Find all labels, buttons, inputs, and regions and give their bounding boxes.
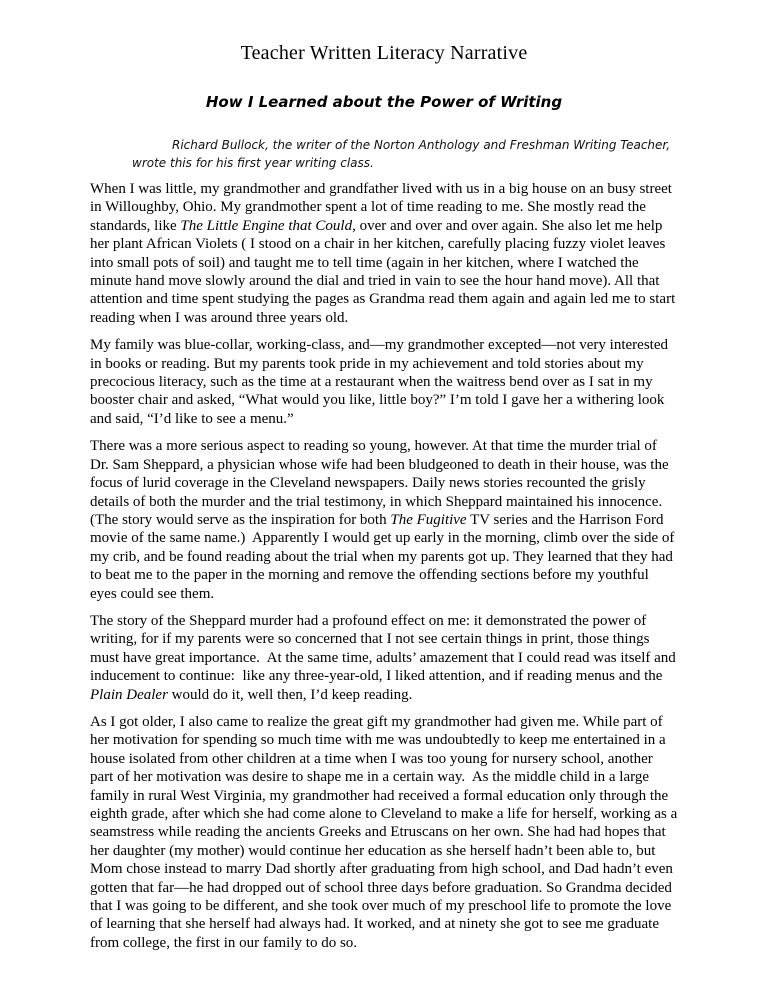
- text-run: , over and over and over again. She also let me help her plant African Violets ( I stood on a chair in her kitchen, carefully placing fuzzy violet leaves into small pots of soil) and taught me to tell time (again in her kitchen, where I watched the minute hand move slowly around the dial and tried in vain to see the hour hand move). All that attention and time spent studying the pages as Grandma read them again and again led me to start reading when I was around three years old.: [90, 217, 679, 326]
- paragraph: [90, 336, 678, 428]
- document-subtitle: How I Learned about the Power of Writing: [205, 93, 563, 111]
- text-run: There was a more serious aspect to reading so young, however. At that time the murder trial of Dr. Sam Sheppard, a physician whose wife had been bludgeoned to death in their house, was the focus of lurid coverage in the Cleveland newspapers. Daily news stories recounted the grisly details of both the murder and the trial testimony, in which Sheppard maintained his innocence. (The story would serve as the inspiration for both: [90, 438, 673, 528]
- paragraph: [90, 180, 678, 327]
- paragraph: [90, 612, 678, 704]
- text-run: My family was blue-collar, working-class, and—my grandmother excepted—not very interested in books or reading. But my parents took pride in my achievement and told stories about my precocious literacy, such as the time at a restaurant when the waitress bend over as I sat in my booster chair and asked, “What would you like, little boy?” I’m told I gave her a withering look and said, “I’d like to see a menu.”: [90, 337, 672, 427]
- italic-text-run: Plain Dealer: [90, 686, 168, 703]
- paragraph: [90, 437, 678, 603]
- italic-text-run: The Fugitive: [390, 511, 467, 528]
- text-run: As I got older, I also came to realize the great gift my grandmother had given me. While part of her motivation for spending so much time with me was undoubtedly to keep me entertained in a house isolated from other children at a time when I was too young for nursery school, another part of her motivation was desire to shape me in a certain way. As the middle child in a large family in rural West Virginia, my grandmother had received a formal education only through the eighth grade, after which she had come alone to Cleveland to make a life for herself, working as a seamstress while reading the ancients Greeks and Etruscans on her own. She had had hopes that her daughter (my mother) would continue her education as she herself hadn’t been able to, but Mom chose instead to marry Dad shortly after graduating from high school, and Dad hadn’t even gotten that far—he had dropped out of school three days before graduation. So Grandma decided that I was going to be different, and she took over much of my preschool life to promote the love of learning that she herself had always had. It worked, and at ninety she got to see me graduate from college, the first in our family to do so.: [90, 713, 682, 951]
- text-run: When I was little, my grandmother and grandfather lived with us in a big house on an busy street in Willoughby, Ohio. My grandmother spent a lot of time reading to me. She mostly read the standards, like: [90, 181, 676, 234]
- paragraph: [90, 713, 682, 952]
- attribution-note: Richard Bullock, the writer of the Norton Anthology and Freshman Writing Teacher, wrote this for his first year writing class.: [132, 138, 671, 170]
- text-run: would do it, well then, I’d keep reading.: [167, 686, 413, 703]
- document-title: Teacher Written Literacy Narrative: [240, 42, 528, 64]
- document-body: [90, 180, 682, 952]
- italic-text-run: The Little Engine that Could: [180, 217, 353, 234]
- text-run: TV series and the Harrison Ford movie of the same name.) Apparently I would get up early in the morning, climb over the side of my crib, and be found reading about the trial when my parents got up. They learned that they had to beat me to the paper in the morning and remove the offending sections before my youthful eyes could see them.: [90, 511, 679, 602]
- text-run: The story of the Sheppard murder had a profound effect on me: it demonstrated the power of writing, for if my parents were so concerned that I not see certain things in print, those things must have great importance. At the same time, adults’ amazement that I could read was itself and inducement to continue: like any three-year-old, I liked attention, and if reading menus and the: [90, 612, 680, 685]
